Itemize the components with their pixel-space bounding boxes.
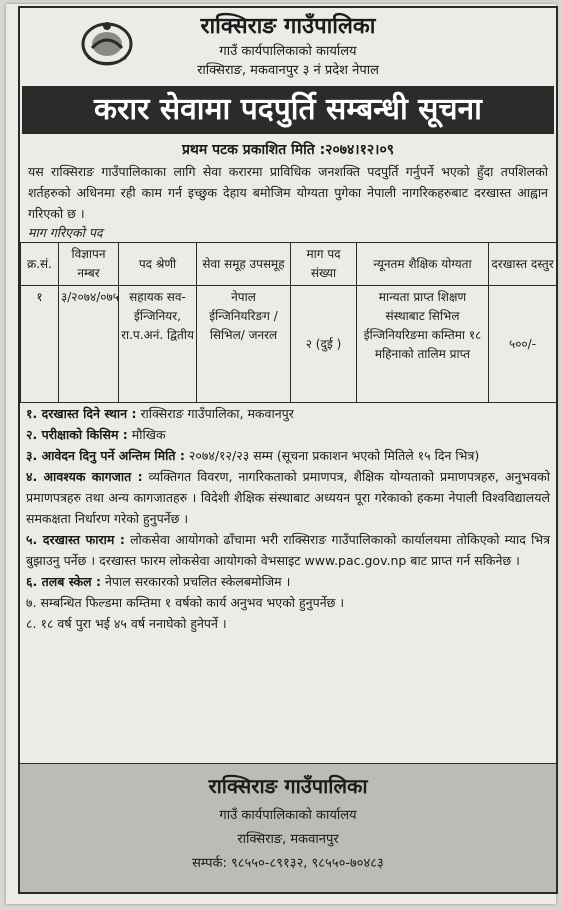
section-heading: माग गरिएको पद: [28, 225, 103, 240]
column-header: न्यूनतम शैक्षिक योग्यता: [357, 243, 489, 286]
list-item: [26, 592, 550, 613]
notice-frame: [18, 6, 558, 894]
table-cell: मान्यता प्राप्त शिक्षण संस्थाबाट सिभिल ईन्जिनियरिङमा कम्तिमा १८ महिनाको तालिम प्राप्त: [357, 286, 489, 403]
footer-address: राक्सिराङ, मकवानपुर: [237, 832, 339, 847]
table-row: [21, 286, 557, 403]
item-text: ७. सम्बन्धित फिल्डमा कम्तिमा १ वर्षको कार्य अनुभव भएको हुनुपर्नेछ ।: [26, 595, 345, 610]
item-text: राक्सिराङ गाउँपालिका, मकवानपुर: [140, 406, 294, 421]
column-header: सेवा समूह उपसमूह: [197, 243, 291, 286]
item-text: २०७४/१२/२३ सम्म (सूचना प्रकाशन भएको मितिले १५ दिन भित्र): [188, 448, 480, 463]
list-item: [26, 571, 550, 592]
list-item: [26, 613, 550, 634]
list-item: [26, 403, 550, 424]
item-text: मौखिक: [131, 427, 166, 442]
newspaper-clipping: [6, 4, 556, 904]
item-label: १. दरखास्त दिने स्थान :: [26, 406, 137, 421]
table-cell: १: [21, 286, 59, 403]
item-label: ५. दरखास्त फाराम :: [26, 532, 125, 547]
table-cell: नेपाल ईन्जिनियरिङग /सिभिल/ जनरल: [197, 286, 291, 403]
column-header: पद श्रेणी: [119, 243, 197, 286]
intro-paragraph: यस राक्सिराङ गाउँपालिकाका लागि सेवा करारमा प्राविधिक जनशक्ति पदपुर्ति गर्नुपर्ने भएको हुँदा तपशिलको शर्तहरुको अधिनमा रही काम गर्न इच्छुक देहाय बमोजिम योग्यता पुगेका नेपाली नागरिकहरुबाट दरखास्त आह्वान गरिएको छ ।: [28, 164, 548, 221]
column-header: विज्ञापन नम्बर: [59, 243, 119, 286]
item-label: २. परीक्षाको किसिम :: [26, 427, 128, 442]
list-item: [26, 529, 550, 571]
column-header: क्र.सं.: [21, 243, 59, 286]
item-text: लोकसेवा आयोगको ढाँचामा भरी राक्सिराङ गाउँपालिकाको कार्यालयमा तोकिएको म्याद भित्र बुझाउनु पर्नेछ । दरखास्त फारम लोकसेवा आयोगको वेभसाइट www.pac.gov.np बाट प्राप्त गर्न सकिनेछ ।: [26, 532, 550, 568]
list-item: [26, 445, 550, 466]
table-cell: सहायक सव-ईन्जिनियर, रा.प.अनं. द्वितीय: [119, 286, 197, 403]
column-header: माग पद संख्या: [291, 243, 357, 286]
item-text: ८. १८ वर्ष पुरा भई ४५ वर्ष ननाघेको हुनेपर्ने ।: [26, 616, 227, 631]
conditions-list: [20, 403, 556, 634]
table-cell: ५००/-: [489, 286, 557, 403]
notice-header: [20, 8, 556, 86]
notice-footer: [20, 763, 556, 892]
header-title: राक्सिराङ गाउँपालिका: [200, 14, 376, 39]
item-text: नेपाल सरकारको प्रचलित स्केलबमोजिम ।: [104, 574, 291, 589]
header-address: राक्सिराङ, मकवानपुर ३ नं प्रदेश नेपाल: [197, 63, 379, 78]
list-item: [26, 424, 550, 445]
footer-title: राक्सिराङ गाउँपालिका: [208, 774, 368, 798]
table-header-row: [21, 243, 557, 286]
item-label: ३. आवेदन दिनु पर्ने अन्तिम मिति :: [26, 448, 185, 463]
publish-date: प्रथम पटक प्रकाशित मिति :२०७४।१२।०९: [181, 142, 395, 158]
footer-contact: सम्पर्क: ९८५५०-८९१३२, ९८५५०-७०४८३: [192, 856, 384, 871]
item-label: ६. तलब स्केल :: [26, 574, 101, 589]
item-label: ४. आवश्यक कागजात :: [26, 469, 143, 484]
posts-table: [20, 242, 557, 403]
notice-banner: करार सेवामा पदपुर्ति सम्बन्धी सूचना: [22, 86, 554, 134]
footer-subtitle: गाउँ कार्यपालिकाको कार्यालय: [219, 808, 357, 823]
table-cell: २ (दुई ): [291, 286, 357, 403]
table-cell: ३/२०७४/०७५: [59, 286, 119, 403]
column-header: दरखास्त दस्तुर: [489, 243, 557, 286]
list-item: [26, 466, 550, 529]
item-text: व्यक्तिगत विवरण, नागरिकताको प्रमाणपत्र, शैक्षिक योग्यताको प्रमाणपत्रहरु, अनुभवको प्रमाणपत्रहरु तथा अन्य कागजातहरु । विदेशी शैक्षिक संस्थाबाट अध्ययन पूरा गरेकाको हकमा नेपाली विश्वविद्यालयले समकक्षता निर्धारण गरेको हुनुपर्नेछ ।: [26, 469, 550, 526]
header-subtitle: गाउँ कार्यपालिकाको कार्यालय: [219, 44, 357, 59]
